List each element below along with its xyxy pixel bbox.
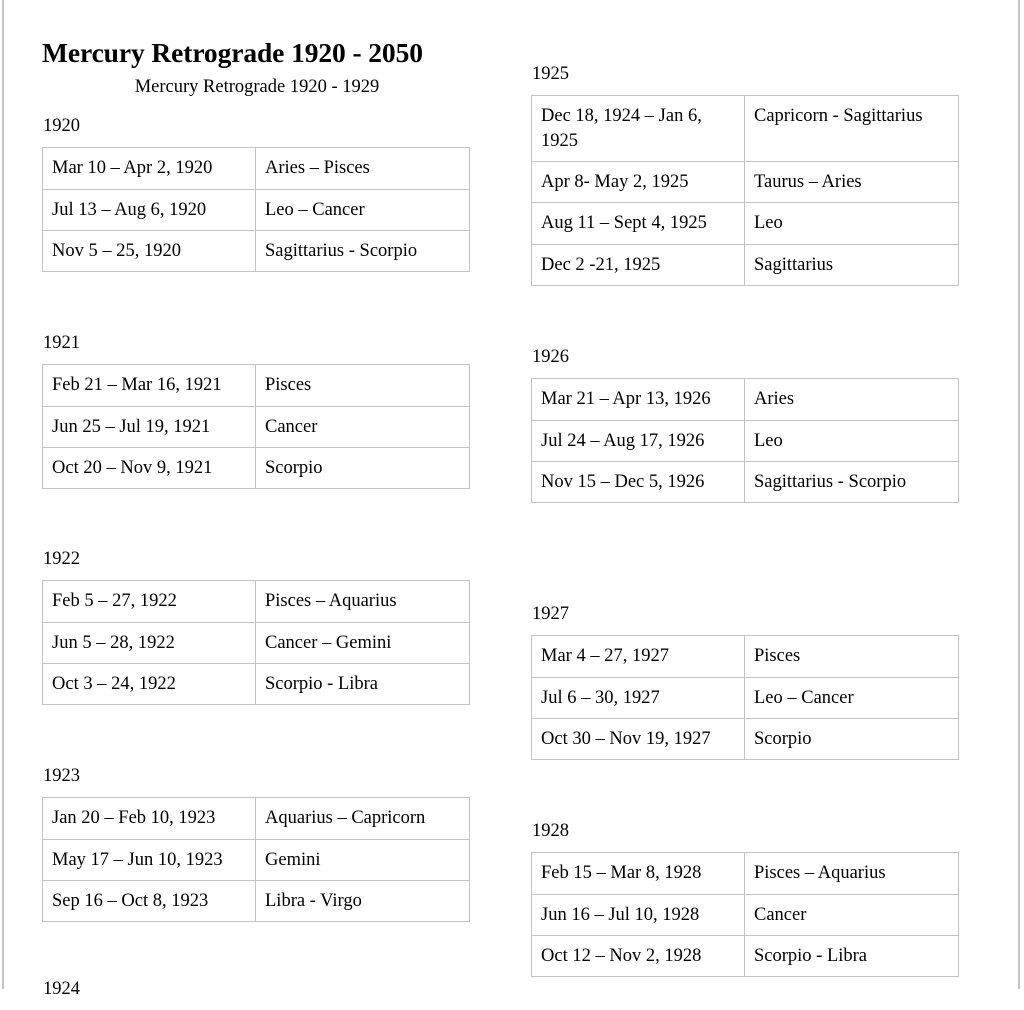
table-row xyxy=(532,162,959,203)
table-row xyxy=(532,420,959,461)
table-row xyxy=(532,96,959,162)
year-block-1928 xyxy=(531,820,959,977)
page-left-rule xyxy=(2,0,4,989)
retrograde-dates-cell: Jul 24 – Aug 17, 1926 xyxy=(532,420,745,461)
zodiac-signs-cell: Pisces – Aquarius xyxy=(745,853,959,894)
retrograde-table-1925 xyxy=(531,95,959,286)
retrograde-dates-cell: Aug 11 – Sept 4, 1925 xyxy=(532,203,745,244)
page-subtitle: Mercury Retrograde 1920 - 1929 xyxy=(134,77,380,97)
table-row xyxy=(43,581,470,622)
retrograde-table-1922 xyxy=(42,580,470,705)
year-heading: 1920 xyxy=(43,116,80,136)
year-block-1926 xyxy=(531,346,959,503)
zodiac-signs-cell: Leo – Cancer xyxy=(745,677,959,718)
retrograde-dates-cell: Nov 5 – 25, 1920 xyxy=(43,231,256,272)
table-row xyxy=(43,148,470,189)
retrograde-dates-cell: Nov 15 – Dec 5, 1926 xyxy=(532,462,745,503)
zodiac-signs-cell: Pisces xyxy=(256,365,470,406)
table-row xyxy=(532,244,959,285)
table-row xyxy=(532,719,959,760)
zodiac-signs-cell: Gemini xyxy=(256,839,470,880)
table-row xyxy=(43,881,470,922)
page-title: Mercury Retrograde 1920 - 2050 xyxy=(42,37,423,69)
table-row xyxy=(532,936,959,977)
retrograde-table-1928 xyxy=(531,852,959,977)
retrograde-dates-cell: Feb 5 – 27, 1922 xyxy=(43,581,256,622)
zodiac-signs-cell: Cancer xyxy=(256,406,470,447)
year-heading: 1925 xyxy=(532,64,569,84)
retrograde-table-1921 xyxy=(42,364,470,489)
retrograde-dates-cell: Jul 13 – Aug 6, 1920 xyxy=(43,189,256,230)
year-block-1925 xyxy=(531,63,959,286)
retrograde-dates-cell: Jul 6 – 30, 1927 xyxy=(532,677,745,718)
retrograde-dates-cell: Jun 25 – Jul 19, 1921 xyxy=(43,406,256,447)
retrograde-dates-cell: Jan 20 – Feb 10, 1923 xyxy=(43,798,256,839)
retrograde-table-1927 xyxy=(531,635,959,760)
zodiac-signs-cell: Libra - Virgo xyxy=(256,881,470,922)
zodiac-signs-cell: Cancer xyxy=(745,894,959,935)
table-row xyxy=(532,379,959,420)
table-row xyxy=(532,462,959,503)
retrograde-dates-cell: May 17 – Jun 10, 1923 xyxy=(43,839,256,880)
table-row xyxy=(532,677,959,718)
zodiac-signs-cell: Leo – Cancer xyxy=(256,189,470,230)
retrograde-dates-cell: Oct 12 – Nov 2, 1928 xyxy=(532,936,745,977)
retrograde-dates-cell: Sep 16 – Oct 8, 1923 xyxy=(43,881,256,922)
zodiac-signs-cell: Pisces xyxy=(745,636,959,677)
retrograde-dates-cell: Mar 21 – Apr 13, 1926 xyxy=(532,379,745,420)
year-block-1921 xyxy=(42,332,470,489)
table-row xyxy=(532,894,959,935)
table-row xyxy=(532,203,959,244)
retrograde-dates-cell: Feb 15 – Mar 8, 1928 xyxy=(532,853,745,894)
year-heading: 1924 xyxy=(43,979,80,999)
zodiac-signs-cell: Sagittarius xyxy=(745,244,959,285)
year-heading: 1923 xyxy=(43,766,80,786)
table-row xyxy=(532,853,959,894)
retrograde-dates-cell: Mar 10 – Apr 2, 1920 xyxy=(43,148,256,189)
zodiac-signs-cell: Sagittarius - Scorpio xyxy=(745,462,959,503)
year-block-1920 xyxy=(42,115,470,272)
year-heading: 1927 xyxy=(532,604,569,624)
table-row xyxy=(43,622,470,663)
table-row xyxy=(43,448,470,489)
table-row xyxy=(43,406,470,447)
zodiac-signs-cell: Leo xyxy=(745,203,959,244)
year-heading: 1928 xyxy=(532,821,569,841)
zodiac-signs-cell: Aries – Pisces xyxy=(256,148,470,189)
zodiac-signs-cell: Aries xyxy=(745,379,959,420)
zodiac-signs-cell: Scorpio xyxy=(256,448,470,489)
year-heading-partial xyxy=(42,978,80,1010)
year-heading: 1926 xyxy=(532,347,569,367)
table-row xyxy=(43,839,470,880)
year-block-1922 xyxy=(42,548,470,705)
zodiac-signs-cell: Cancer – Gemini xyxy=(256,622,470,663)
year-heading: 1922 xyxy=(43,549,80,569)
retrograde-dates-cell: Oct 20 – Nov 9, 1921 xyxy=(43,448,256,489)
table-row xyxy=(43,664,470,705)
table-row xyxy=(43,189,470,230)
year-block-1923 xyxy=(42,765,470,922)
retrograde-table-1923 xyxy=(42,797,470,922)
table-row xyxy=(532,636,959,677)
retrograde-dates-cell: Dec 18, 1924 – Jan 6, 1925 xyxy=(532,96,745,162)
zodiac-signs-cell: Aquarius – Capricorn xyxy=(256,798,470,839)
zodiac-signs-cell: Leo xyxy=(745,420,959,461)
retrograde-dates-cell: Oct 30 – Nov 19, 1927 xyxy=(532,719,745,760)
retrograde-table-1926 xyxy=(531,378,959,503)
page-right-rule xyxy=(1018,0,1020,989)
retrograde-dates-cell: Jun 16 – Jul 10, 1928 xyxy=(532,894,745,935)
retrograde-dates-cell: Mar 4 – 27, 1927 xyxy=(532,636,745,677)
zodiac-signs-cell: Sagittarius - Scorpio xyxy=(256,231,470,272)
retrograde-dates-cell: Apr 8- May 2, 1925 xyxy=(532,162,745,203)
table-row xyxy=(43,798,470,839)
year-heading: 1921 xyxy=(43,333,80,353)
zodiac-signs-cell: Scorpio - Libra xyxy=(256,664,470,705)
year-block-1927 xyxy=(531,603,959,760)
zodiac-signs-cell: Scorpio - Libra xyxy=(745,936,959,977)
zodiac-signs-cell: Pisces – Aquarius xyxy=(256,581,470,622)
table-row xyxy=(43,231,470,272)
retrograde-dates-cell: Feb 21 – Mar 16, 1921 xyxy=(43,365,256,406)
zodiac-signs-cell: Taurus – Aries xyxy=(745,162,959,203)
zodiac-signs-cell: Capricorn - Sagittarius xyxy=(745,96,959,162)
retrograde-dates-cell: Jun 5 – 28, 1922 xyxy=(43,622,256,663)
retrograde-table-1920 xyxy=(42,147,470,272)
table-row xyxy=(43,365,470,406)
retrograde-dates-cell: Oct 3 – 24, 1922 xyxy=(43,664,256,705)
retrograde-dates-cell: Dec 2 -21, 1925 xyxy=(532,244,745,285)
zodiac-signs-cell: Scorpio xyxy=(745,719,959,760)
